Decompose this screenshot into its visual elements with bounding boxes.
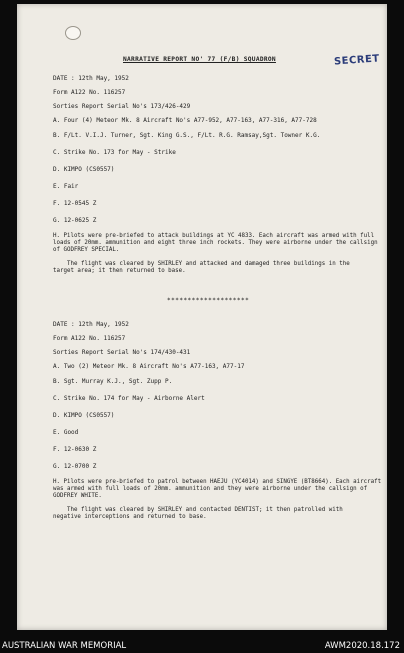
report-2-item-d: D. KIMPO (CS0557): [53, 412, 115, 419]
report-heading: NARRATIVE REPORT NO' 77 (F/B) SQUADRON: [123, 56, 276, 63]
report-1-item-b: B. F/Lt. V.I.J. Turner, Sgt. King G.S., F/Lt. R.G. Ramsay,Sgt. Towner K.G.: [53, 132, 321, 139]
report-1-item-i: The flight was cleared by SHIRLEY and attacked and damaged three buildings in the target area; it then returned to base.: [53, 261, 350, 274]
report-2-item-c: C. Strike No. 174 for May - Airborne Alert: [53, 395, 205, 402]
report-2-item-f: F. 12-0630 Z: [53, 446, 97, 453]
punch-hole-icon: [65, 26, 81, 40]
report-1-item-f: F. 12-0545 Z: [53, 200, 97, 207]
separator-line: ********************: [167, 297, 250, 304]
report-1-item-h: H. Pilots were pre-briefed to attack buildings at YC 4833. Each aircraft was armed with full loads of 20mm. ammunition and eight three inch rockets. They were airborne under the callsign of GODFREY SPECIAL.: [53, 233, 378, 253]
report-1-item-e: E. Fair: [53, 183, 79, 190]
report-1-form: Form A122 No. 116257: [53, 89, 126, 96]
report-2-item-b: B. Sgt. Murray K.J., Sgt. Zupp P.: [53, 378, 173, 385]
report-1-item-a: A. Four (4) Meteor Mk. 8 Aircraft No's A77-952, A77-163, A77-316, A77-728: [53, 117, 317, 124]
report-2-sorties: Sorties Report Serial No's 174/430-431: [53, 349, 191, 356]
report-2-item-e: E. Good: [53, 429, 79, 436]
report-2-item-g: G. 12-0700 Z: [53, 463, 97, 470]
report-2-item-h: H. Pilots were pre-briefed to patrol between HAEJU (YC4014) and SINGYE (BT8664). Each aircraft was armed with full loads of 20mm. ammunition and they were airborne under the callsign of GODFREY WHITE.: [53, 479, 382, 499]
report-1-item-g: G. 12-0625 Z: [53, 217, 97, 224]
report-2-item-i: The flight was cleared by SHIRLEY and contacted DENTIST; it then patrolled with negative interceptions and returned to base.: [53, 507, 343, 520]
document-page: [17, 4, 387, 630]
report-1-date: DATE : 12th May, 1952: [53, 75, 129, 82]
report-2-date: DATE : 12th May, 1952: [53, 321, 129, 328]
report-1-sorties: Sorties Report Serial No's 173/426-429: [53, 103, 191, 110]
report-2-item-a: A. Two (2) Meteor Mk. 8 Aircraft No's A77-163, A77-17: [53, 363, 245, 370]
report-1-item-c: C. Strike No. 173 for May - Strike: [53, 149, 176, 156]
report-2: [53, 321, 387, 521]
report-2-form: Form A122 No. 116257: [53, 335, 126, 342]
report-1: [53, 75, 387, 275]
footer-accession-number: AWM2020.18.172: [324, 641, 400, 651]
footer-institution: AUSTRALIAN WAR MEMORIAL: [2, 641, 127, 651]
secret-stamp: SECRET: [333, 53, 381, 68]
report-1-item-d: D. KIMPO (CS0557): [53, 166, 115, 173]
